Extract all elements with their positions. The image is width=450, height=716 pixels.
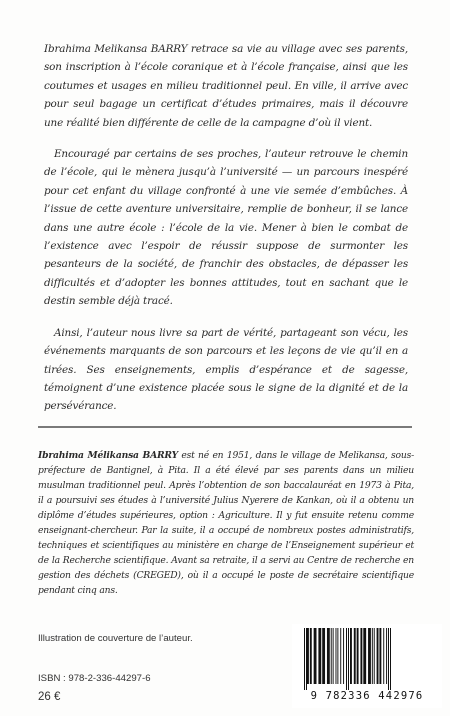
summary-paragraph-3: Ainsi, l’auteur nous livre sa part de vérité, partageant son vécu, les événements marquants de son parcours et les leçons de vie qu’il en a tirées. Ses enseignements, emplis d’espérance et de sagesse, témoignent d’une existence placée sous le signe de la dignité et de la persévérance.: [44, 326, 408, 413]
author-name: Ibrahima Mélikansa BARRY: [38, 450, 178, 461]
barcode-bar: [336, 628, 337, 684]
barcode-bar: [363, 628, 366, 684]
price: 26 €: [38, 691, 61, 703]
barcode-bar: [331, 628, 332, 684]
barcode-bar: [337, 628, 338, 684]
barcode-bar: [314, 628, 317, 684]
barcode-bar: [386, 628, 387, 684]
barcode-bar: [357, 628, 359, 684]
barcode-bar: [304, 628, 305, 690]
author-bio-text: est né en 1951, dans le village de Melikansa, sous-préfecture de Bantignel, à Pita. Il a été élevé par ses parents dans un milieu musulman traditionnel peul. Après l’obtention de son baccalauréat en 1973 à Pita, il a poursuivi ses études à l’université Julius Nyerere de Kankan, où il a obtenu un diplôme d’études supérieures, option : Agriculture. Il y fut ensuite retenu comme enseignant-chercheur. Par la suite, il a occupé de nombreux postes administratifs, techniques et scientifiques au ministère en charge de l’Enseignement supérieur et de la Recherche scientifique. Avant sa retraite, il a servi au Centre de recherche en gestion des déchets (CREGED), où il a occupé le poste de secrétaire scientifique pendant cinq ans.: [38, 450, 414, 596]
barcode-bar: [383, 628, 384, 684]
barcode-bar: [350, 628, 352, 684]
barcode: [292, 624, 442, 708]
barcode-bar: [390, 628, 391, 690]
barcode-bar: [306, 628, 307, 690]
barcode-bar: [322, 628, 325, 684]
barcode-bar: [340, 628, 341, 684]
barcode-bar: [348, 628, 349, 690]
barcode-bar: [327, 628, 330, 684]
barcode-bar: [372, 628, 373, 684]
barcode-bar: [360, 628, 362, 684]
barcode-digits: 9 782336 442976: [310, 690, 424, 702]
barcode-bar: [310, 628, 312, 684]
summary-paragraph-2: Encouragé par certains de ses proches, l’auteur retrouve le chemin de l’école, qui le mènera jusqu’à l’université — un parcours inespéré pour cet enfant du village confronté à une vie semée d’embûches. À l’issue de cette aventure universitaire, remplie de bonheur, il se lance dans une autre école : l’école de la vie. Mener à bien le combat de l’existence avec l’espoir de réussir suppose de surmonter les pesanteurs de la société, de franchir des obstacles, de dépasser les difficultés et d’adopter les bonnes attitudes, tout en sachant que le destin semble déjà tracé.: [44, 148, 408, 308]
barcode-bar: [354, 628, 356, 684]
author-bio-paragraph: [38, 448, 414, 598]
isbn: ISBN : 978-2-336-44297-6: [38, 673, 151, 684]
author-bio: [38, 448, 414, 598]
barcode-bars: [296, 628, 438, 690]
barcode-bar: [368, 628, 371, 684]
summary-paragraph-1: Ibrahima Melikansa BARRY retrace sa vie au village avec ses parents, son inscription à l’école coranique et à l’école française, ainsi que les coutumes et usages en milieu traditionnel peul. En ville, il arrive avec pour seul bagage un certificat d’études primaires, mais il découvre une réalité bien différente de celle de la campagne d’où il vient.: [44, 43, 408, 129]
barcode-bar: [388, 628, 389, 690]
book-summary: [44, 40, 408, 429]
barcode-bar: [374, 628, 375, 684]
barcode-bar: [318, 628, 321, 684]
barcode-bar: [377, 628, 379, 684]
barcode-bar: [333, 628, 334, 684]
cover-illustration-credit: Illustration de couverture de l’auteur.: [38, 633, 193, 644]
section-divider: [38, 426, 412, 428]
barcode-bar: [343, 628, 344, 684]
barcode-bar: [379, 628, 381, 684]
barcode-bar: [346, 628, 347, 690]
barcode-bar: [307, 628, 309, 684]
